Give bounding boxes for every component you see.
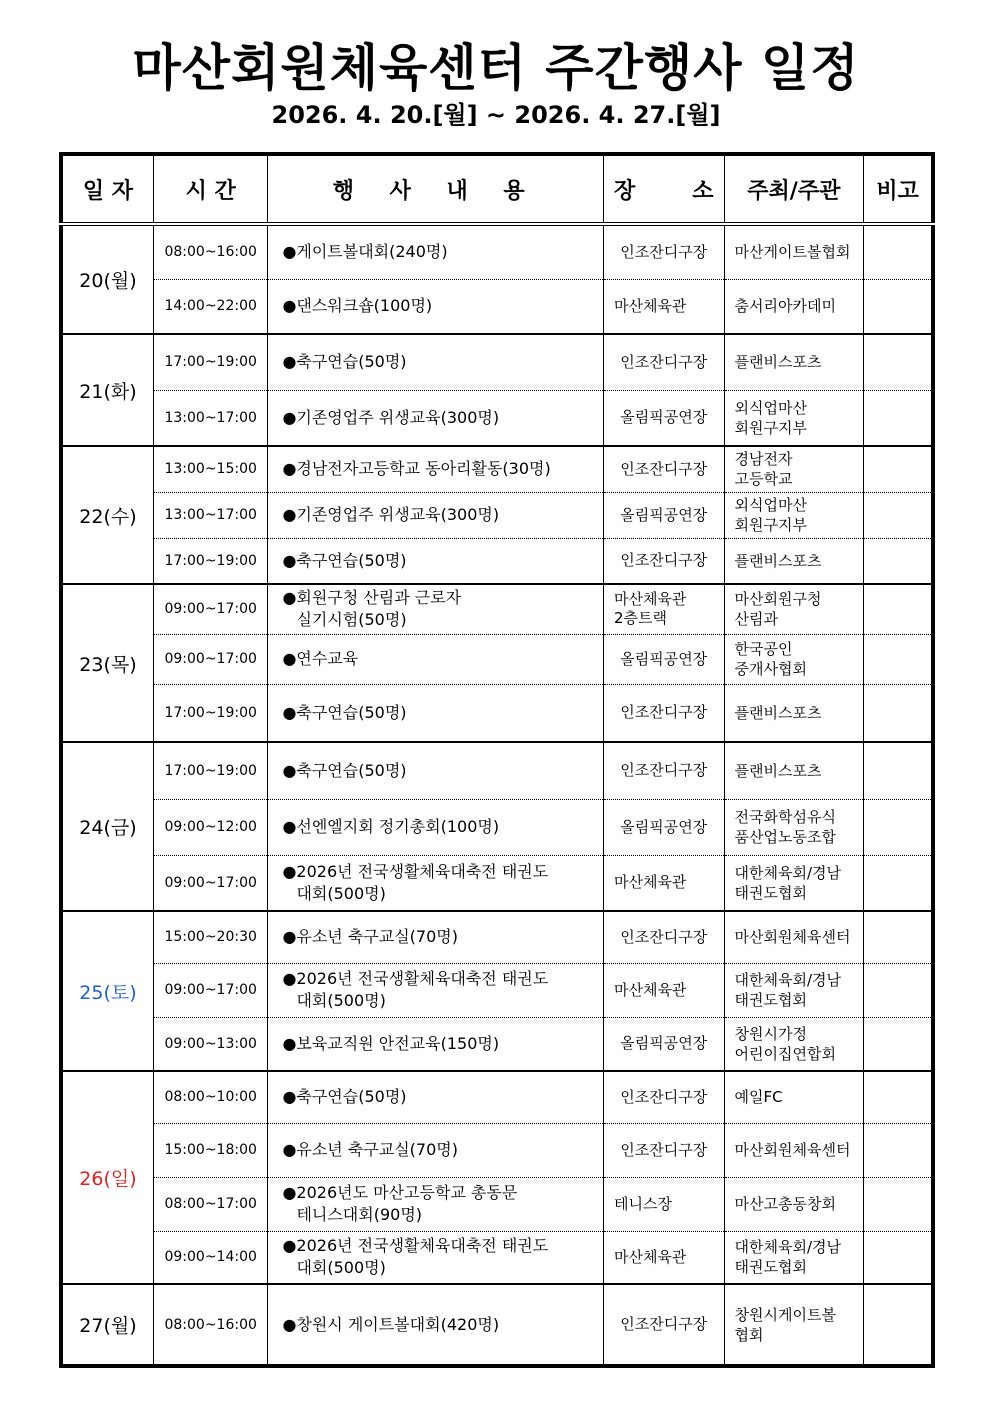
table-row [61,334,933,390]
time-cell: 13:00~15:00 [153,446,268,492]
place-line: 인조잔디구장 [620,242,708,261]
time-cell: 09:00~12:00 [153,799,268,855]
event-line: ●연수교육 [282,649,359,668]
event-line: ●회원구청 산림과 근로자 [282,588,462,608]
table-row [61,1017,933,1071]
table-row [61,446,933,492]
time-cell: 14:00~22:00 [153,279,268,334]
header-event: 행 사 내 용 [268,154,604,224]
table-row [61,742,933,799]
header-note: 비고 [864,154,933,224]
event-line: ●창원시 게이트볼대회(420명) [282,1314,500,1334]
place-line: 인조잔디구장 [620,761,708,780]
note-cell [864,1284,933,1366]
place-line: 올림픽공연장 [620,649,708,668]
place-cell [603,538,724,584]
table-row [61,1123,933,1177]
time-cell: 09:00~17:00 [153,634,268,684]
host-cell [724,1284,864,1366]
note-cell [864,279,933,334]
host-cell [724,963,864,1017]
host-cell [724,538,864,584]
host-line: 경남전자 [734,450,793,469]
place-line: 마산체육관 [613,873,687,892]
host-line: 태권도협회 [734,1258,807,1277]
host-line: 플랜비스포츠 [734,703,822,722]
place-cell [603,334,724,390]
time-cell: 15:00~18:00 [153,1123,268,1177]
host-line: 마산회원체육센터 [734,1141,851,1159]
host-line: 플랜비스포츠 [734,551,822,570]
host-line: 품산업노동조합 [734,828,836,846]
place-line: 인조잔디구장 [620,551,708,570]
host-line: 어린이집연합회 [734,1044,836,1063]
host-line: 마산고총동창회 [734,1195,836,1213]
time-cell: 09:00~17:00 [153,963,268,1017]
place-line: 마산체육관 [613,296,687,315]
table-row [61,855,933,911]
host-cell [724,1231,864,1284]
header-place [603,154,724,224]
event-line: ●2026년 전국생활체육대축전 태권도 [282,861,549,881]
event-line: ●축구연습(50명) [282,1087,407,1107]
event-cell [268,1284,604,1366]
place-line: 올림픽공연장 [620,817,708,836]
note-cell [864,1231,933,1284]
table-row [61,492,933,538]
event-cell [268,584,604,634]
table-row [61,684,933,742]
place-cell [603,963,724,1017]
host-line: 창원시가정 [734,1024,807,1043]
host-line: 한국공인 [734,640,793,658]
event-line: ●선엔엘지회 정기총회(100명) [282,817,500,836]
event-cell [268,1017,604,1071]
table-row [61,279,933,334]
note-cell [864,684,933,742]
schedule-table [59,152,935,1368]
place-cell [603,1177,724,1231]
time-cell: 09:00~17:00 [153,584,268,634]
note-cell [864,334,933,390]
note-cell [864,911,933,963]
time-cell: 08:00~16:00 [153,224,268,279]
host-line: 플랜비스포츠 [734,761,822,780]
event-line: ●기존영업주 위생교육(300명) [282,407,500,427]
note-cell [864,963,933,1017]
date-cell: 20(월) [61,224,153,334]
host-line: 예일FC [734,1088,783,1107]
date-cell: 25(토) [61,911,153,1071]
event-cell [268,279,604,334]
note-cell [864,224,933,279]
place-line: 인조잔디구장 [620,1140,708,1159]
event-cell [268,963,604,1017]
event-line: ●유소년 축구교실(70명) [282,1140,458,1159]
header-place-label: 장 소 [613,178,714,204]
place-cell [603,1284,724,1366]
event-cell [268,446,604,492]
event-line: ●축구연습(50명) [282,550,407,570]
table-row [61,224,933,279]
host-line: 전국화학섬유식 [734,808,836,826]
host-line: 대한체육회/경남 [734,863,842,882]
place-cell [603,492,724,538]
header-host: 주최/주관 [724,154,864,224]
note-cell [864,390,933,446]
host-cell [724,634,864,684]
host-cell [724,492,864,538]
host-cell [724,279,864,334]
place-cell [603,634,724,684]
place-cell [603,584,724,634]
event-line: ●2026년 전국생활체육대축전 태권도 [282,1236,549,1256]
time-cell: 08:00~10:00 [153,1071,268,1123]
event-cell [268,742,604,799]
host-cell [724,1177,864,1231]
note-cell [864,742,933,799]
place-line: 인조잔디구장 [620,1087,708,1106]
note-cell [864,1123,933,1177]
place-cell [603,684,724,742]
note-cell [864,584,933,634]
host-line: 춤서리아카데미 [734,297,836,316]
host-line: 태권도협회 [734,883,807,902]
host-line: 태권도협회 [734,991,807,1009]
event-line: ●2026년도 마산고등학교 총동문 [282,1183,518,1202]
event-cell [268,1071,604,1123]
event-line: ●보육교직원 안전교육(150명) [282,1033,500,1053]
event-cell [268,855,604,911]
time-cell: 17:00~19:00 [153,684,268,742]
table-row [61,1284,933,1366]
time-cell: 09:00~13:00 [153,1017,268,1071]
table-row [61,1177,933,1231]
host-cell [724,855,864,911]
event-cell [268,492,604,538]
place-line: 마산체육관 [613,590,687,609]
place-line: 테니스장 [613,1194,672,1213]
place-line: 인조잔디구장 [620,1315,708,1333]
host-line: 외식업마산 [734,496,807,514]
date-cell: 23(목) [61,584,153,742]
place-cell [603,1017,724,1071]
host-line: 산림과 [734,610,778,629]
event-cell [268,911,604,963]
place-line: 인조잔디구장 [620,459,708,478]
table-row [61,799,933,855]
header-time: 시 간 [153,154,268,224]
note-cell [864,634,933,684]
event-cell [268,799,604,855]
place-line: 올림픽공연장 [620,408,708,427]
place-cell [603,742,724,799]
place-line: 인조잔디구장 [620,352,708,371]
date-cell: 24(금) [61,742,153,911]
event-cell [268,1177,604,1231]
host-line: 대한체육회/경남 [734,971,842,989]
page-title: 마산회원체육센터 주간행사 일정 [132,39,860,97]
event-line: 실기시험(50명) [296,610,407,630]
host-cell [724,684,864,742]
host-cell [724,742,864,799]
event-cell [268,1231,604,1284]
date-cell: 27(월) [61,1284,153,1366]
host-line: 중개사협회 [734,660,807,678]
place-line: 인조잔디구장 [620,927,708,946]
table-row [61,911,933,963]
time-cell: 13:00~17:00 [153,390,268,446]
event-cell [268,538,604,584]
place-cell [603,279,724,334]
event-line: 대회(500명) [296,883,386,903]
place-line: 올림픽공연장 [620,1034,708,1053]
place-line: 2층트랙 [613,609,667,628]
event-line: ●2026년 전국생활체육대축전 태권도 [282,969,549,988]
note-cell [864,538,933,584]
note-cell [864,799,933,855]
table-row [61,538,933,584]
event-line: 대회(500명) [296,1258,386,1278]
host-cell [724,1017,864,1071]
note-cell [864,1177,933,1231]
host-line: 마산게이트볼협회 [734,243,851,262]
host-line: 외식업마산 [734,398,807,417]
time-cell: 09:00~17:00 [153,855,268,911]
event-line: ●축구연습(50명) [282,760,407,780]
host-line: 고등학교 [734,470,793,489]
host-cell [724,224,864,279]
place-cell [603,911,724,963]
host-cell [724,390,864,446]
host-cell [724,911,864,963]
event-cell [268,684,604,742]
place-line: 올림픽공연장 [620,505,708,524]
host-cell [724,446,864,492]
time-cell: 17:00~19:00 [153,742,268,799]
host-line: 협회 [734,1325,764,1344]
table-row [61,584,933,634]
host-cell [724,334,864,390]
event-cell [268,1123,604,1177]
place-cell [603,1231,724,1284]
host-cell [724,799,864,855]
place-line: 인조잔디구장 [620,703,708,722]
host-line: 마산회원구청 [734,590,822,609]
place-cell [603,446,724,492]
note-cell [864,855,933,911]
event-line: ●댄스워크숍(100명) [282,296,433,316]
event-line: ●게이트볼대회(240명) [282,242,448,262]
table-row [61,390,933,446]
host-line: 플랜비스포츠 [734,353,822,372]
place-cell [603,799,724,855]
table-row [61,1071,933,1123]
table-row [61,963,933,1017]
host-line: 마산회원체육센터 [734,928,851,947]
event-line: ●기존영업주 위생교육(300명) [282,505,500,524]
event-line: ●경남전자고등학교 동아리활동(30명) [282,459,551,479]
event-line: 테니스대회(90명) [296,1205,423,1224]
date-cell: 21(화) [61,334,153,446]
place-line: 마산체육관 [613,980,687,999]
place-cell [603,224,724,279]
table-row [61,1231,933,1284]
place-cell [603,1071,724,1123]
event-cell [268,390,604,446]
event-line: ●축구연습(50명) [282,352,407,372]
host-line: 창원시게이트볼 [734,1305,836,1324]
note-cell [864,1071,933,1123]
event-line: 대회(500명) [296,991,386,1010]
time-cell: 17:00~19:00 [153,538,268,584]
header-row [61,154,933,224]
date-cell: 22(수) [61,446,153,584]
note-cell [864,492,933,538]
host-cell [724,1123,864,1177]
event-line: ●유소년 축구교실(70명) [282,927,458,947]
host-line: 회원구지부 [734,418,807,437]
host-cell [724,1071,864,1123]
header-date: 일 자 [61,154,153,224]
host-line: 회원구지부 [734,516,807,534]
place-cell [603,390,724,446]
time-cell: 13:00~17:00 [153,492,268,538]
place-cell [603,1123,724,1177]
host-cell [724,584,864,634]
event-cell [268,634,604,684]
note-cell [864,1017,933,1071]
host-line: 대한체육회/경남 [734,1238,842,1257]
place-cell [603,855,724,911]
event-cell [268,224,604,279]
date-cell: 26(일) [61,1071,153,1284]
time-cell: 15:00~20:30 [153,911,268,963]
place-line: 마산체육관 [613,1247,687,1266]
schedule-period: 2026. 4. 20.[월] ~ 2026. 4. 27.[월] [271,101,721,129]
time-cell: 08:00~17:00 [153,1177,268,1231]
table-row [61,634,933,684]
time-cell: 17:00~19:00 [153,334,268,390]
event-cell [268,334,604,390]
event-line: ●축구연습(50명) [282,702,407,722]
time-cell: 09:00~14:00 [153,1231,268,1284]
time-cell: 08:00~16:00 [153,1284,268,1366]
note-cell [864,446,933,492]
